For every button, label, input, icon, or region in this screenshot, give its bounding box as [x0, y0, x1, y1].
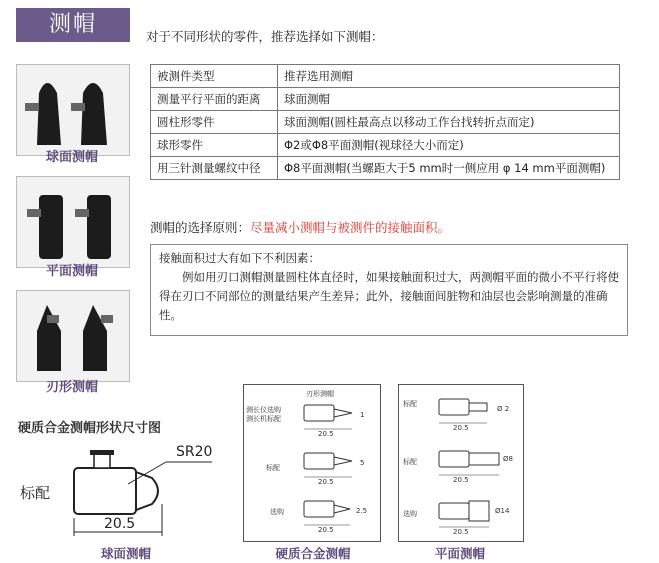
flat-diameter-1: Ø8	[503, 455, 513, 463]
flat-dimension-diagram	[398, 384, 524, 542]
flat-label-2: 选购	[403, 510, 417, 518]
knife-label-1: 测长机标配	[246, 415, 281, 423]
dimension-section-title: 硬质合金测帽形状尺寸图	[18, 421, 162, 436]
knife-probe-image	[17, 291, 129, 381]
knife-header: 刃形测帽	[306, 390, 334, 398]
card-label-knife: 刃形测帽	[45, 380, 98, 395]
table-header-cell: 被测件类型	[151, 65, 278, 88]
knife-width-1: 5	[360, 459, 365, 467]
flat-diameter-2: Ø14	[495, 507, 510, 515]
ball-caption: 球面测帽	[100, 546, 151, 561]
table-cell: 球面测帽	[278, 88, 620, 111]
knife-width-0: 1	[360, 411, 365, 419]
knife-length-1: 20.5	[318, 478, 334, 486]
table-row	[151, 134, 620, 157]
recommendation-table	[150, 64, 620, 180]
table-row	[151, 111, 620, 134]
section-title: 测帽	[16, 8, 130, 42]
ball-dimension-diagram	[16, 440, 226, 540]
knife-label-0: 测长仪选购	[246, 406, 281, 414]
note-body: 例如用刃口测帽测量圆柱体直径时，如果接触面积过大，两测帽平面的微小不平行将使得在刃口不同部位的测量结果产生差异；此外，接触面间脏物和油层也会影响测量的准确性。	[159, 270, 619, 322]
knife-width-2: 2.5	[356, 507, 368, 515]
knife-caption: 硬质合金测帽	[275, 546, 351, 561]
ref-label: 标配	[20, 484, 51, 502]
flat-length-2: 20.5	[453, 528, 469, 536]
table-row	[151, 88, 620, 111]
flat-probe-image	[17, 177, 129, 267]
card-label-flat: 平面测帽	[45, 264, 98, 279]
knife-label-3: 选购	[270, 508, 284, 516]
table-row	[151, 157, 620, 180]
table-cell: 球形零件	[151, 134, 278, 157]
ball-probe-image	[17, 65, 129, 155]
knife-length-2: 20.5	[318, 526, 334, 534]
knife-dimension-diagram	[243, 384, 381, 542]
flat-label-0: 标配	[403, 400, 417, 408]
knife-length-0: 20.5	[318, 430, 334, 438]
flat-diameter-0: Ø 2	[497, 405, 510, 413]
principle-highlight: 尽量减小测帽与被测件的接触面积。	[250, 220, 451, 235]
table-cell: 测量平行平面的距离	[151, 88, 278, 111]
table-cell: 球面测帽(圆柱最高点以移动工作台找转折点而定)	[278, 111, 620, 134]
principle-prefix: 测帽的选择原则：	[150, 220, 251, 235]
flat-length-1: 20.5	[453, 476, 469, 484]
knife-probe-photo	[16, 290, 130, 382]
table-cell: 圆柱形零件	[151, 111, 278, 134]
note-box	[150, 244, 628, 336]
flat-probe-photo	[16, 176, 130, 268]
card-label-ball: 球面测帽	[45, 150, 98, 165]
knife-label-2: 标配	[266, 464, 280, 472]
table-header-row	[151, 65, 620, 88]
flat-label-1: 标配	[403, 458, 417, 466]
intro-text: 对于不同形状的零件，推荐选择如下测帽：	[146, 29, 384, 44]
table-header-cell: 推荐选用测帽	[278, 65, 620, 88]
selection-principle	[150, 218, 450, 236]
table-cell: Φ8平面测帽(当螺距大于5 mm时一侧应用 φ 14 mm平面测帽)	[278, 157, 620, 180]
sr-label: SR20	[176, 444, 213, 460]
table-cell: 用三针测量螺纹中径	[151, 157, 278, 180]
length-label: 20.5	[104, 516, 136, 532]
table-cell: Φ2或Φ8平面测帽(视球径大小而定)	[278, 134, 620, 157]
flat-caption: 平面测帽	[434, 546, 485, 561]
flat-length-0: 20.5	[453, 424, 469, 432]
ball-probe-photo	[16, 64, 130, 156]
note-title: 接触面积过大有如下不利因素：	[159, 251, 320, 265]
